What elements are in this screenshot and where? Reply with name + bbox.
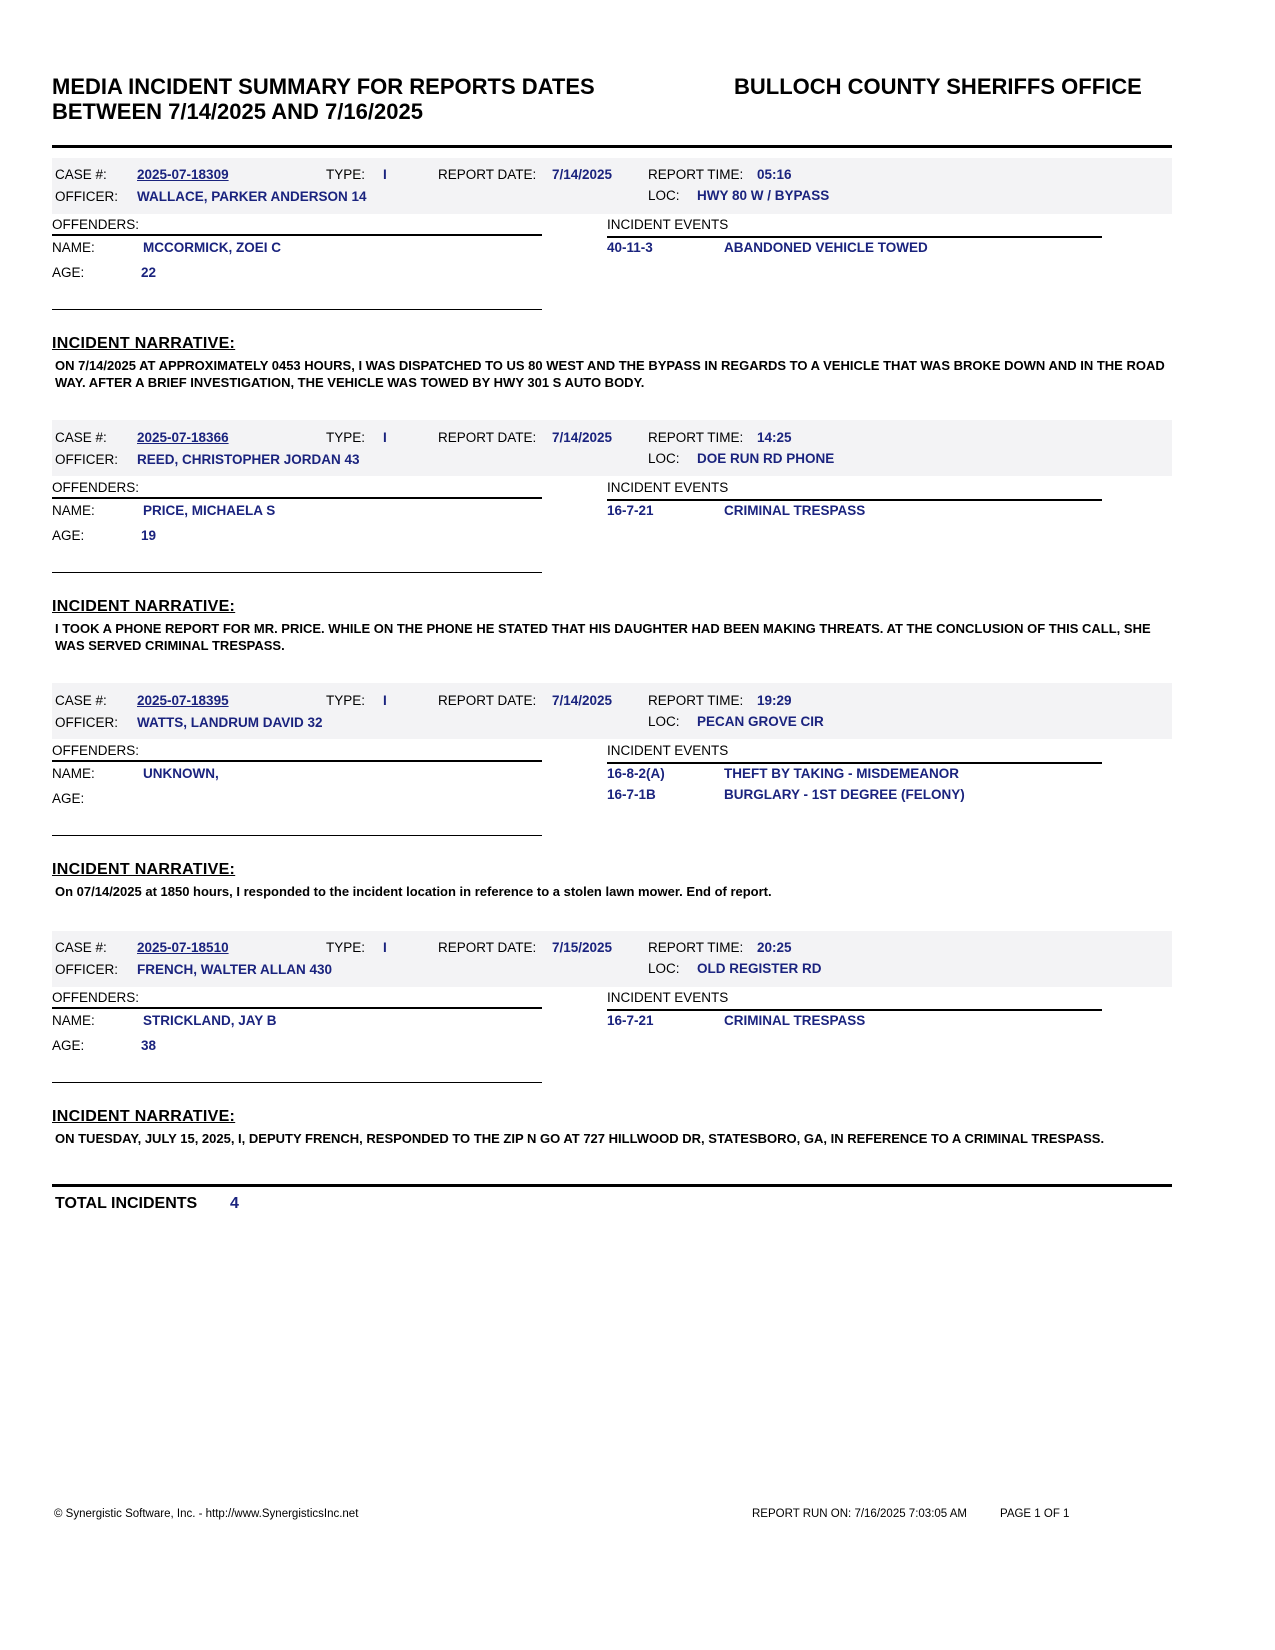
report-time-label: REPORT TIME: xyxy=(648,693,744,708)
footer-run-on: REPORT RUN ON: 7/16/2025 7:03:05 AM xyxy=(752,1508,967,1520)
case-label: CASE #: xyxy=(55,430,107,445)
event-description: CRIMINAL TRESPASS xyxy=(724,503,866,518)
offenders-bottom-rule xyxy=(52,1082,542,1083)
type-value: I xyxy=(383,940,387,955)
incident-events-label: INCIDENT EVENTS xyxy=(607,743,729,758)
type-label: TYPE: xyxy=(326,430,366,445)
narrative-text: ON 7/14/2025 AT APPROXIMATELY 0453 HOURS, I WAS DISPATCHED TO US 80 WEST AND THE BYPASS IN REGARDS TO A VEHICLE THAT WAS BROKE DOWN AND IN THE ROAD WAY. AFTER A BRIEF INVESTIGATION, THE VEHICLE WAS TOWED BY HWY 301 S AUTO BODY. xyxy=(55,358,1165,390)
event-description: CRIMINAL TRESPASS xyxy=(724,1013,866,1028)
type-label: TYPE: xyxy=(326,940,366,955)
narrative-text: On 07/14/2025 at 1850 hours, I responded to the incident location in reference to a stolen lawn mower. End of report. xyxy=(55,884,772,899)
totals-divider xyxy=(52,1184,1172,1187)
footer-page-number: PAGE 1 OF 1 xyxy=(1000,1508,1070,1520)
case-label: CASE #: xyxy=(55,167,107,182)
offenders-rule xyxy=(52,497,542,499)
case-number-link[interactable]: 2025-07-18309 xyxy=(137,167,229,182)
event-code: 16-8-2(A) xyxy=(607,766,665,781)
case-label: CASE #: xyxy=(55,693,107,708)
report-time-value: 19:29 xyxy=(757,693,792,708)
officer-label: OFFICER: xyxy=(55,189,118,204)
name-label: NAME: xyxy=(52,503,95,518)
officer-label: OFFICER: xyxy=(55,715,118,730)
event-description: THEFT BY TAKING - MISDEMEANOR xyxy=(724,766,959,781)
offender-age: 19 xyxy=(141,528,157,543)
officer-label: OFFICER: xyxy=(55,452,118,467)
case-label: CASE #: xyxy=(55,940,107,955)
events-rule xyxy=(607,1009,1102,1011)
case-number-link[interactable]: 2025-07-18395 xyxy=(137,693,229,708)
offenders-label: OFFENDERS: xyxy=(52,990,140,1005)
offenders-rule xyxy=(52,760,542,762)
report-time-label: REPORT TIME: xyxy=(648,167,744,182)
case-header-band xyxy=(52,420,1172,476)
type-value: I xyxy=(383,430,387,445)
offender-name: STRICKLAND, JAY B xyxy=(143,1013,277,1028)
offenders-bottom-rule xyxy=(52,572,542,573)
report-time-value: 20:25 xyxy=(757,940,792,955)
offender-name: MCCORMICK, ZOEI C xyxy=(143,240,281,255)
loc-label: LOC: xyxy=(648,714,680,729)
report-title-line2: BETWEEN 7/14/2025 AND 7/16/2025 xyxy=(52,99,423,124)
events-rule xyxy=(607,762,1102,764)
event-description: BURGLARY - 1ST DEGREE (FELONY) xyxy=(724,787,965,802)
offenders-label: OFFENDERS: xyxy=(52,480,140,495)
events-rule xyxy=(607,499,1102,501)
type-value: I xyxy=(383,693,387,708)
age-label: AGE: xyxy=(52,528,85,543)
type-label: TYPE: xyxy=(326,693,366,708)
offenders-rule xyxy=(52,1007,542,1009)
loc-label: LOC: xyxy=(648,451,680,466)
case-number-link[interactable]: 2025-07-18366 xyxy=(137,430,229,445)
events-rule xyxy=(607,236,1102,238)
offenders-bottom-rule xyxy=(52,835,542,836)
loc-value: HWY 80 W / BYPASS xyxy=(697,188,830,203)
officer-value: WALLACE, PARKER ANDERSON 14 xyxy=(137,189,367,204)
offender-name: PRICE, MICHAELA S xyxy=(143,503,276,518)
offender-age: 22 xyxy=(141,265,157,280)
loc-label: LOC: xyxy=(648,188,680,203)
narrative-heading: INCIDENT NARRATIVE: xyxy=(52,861,236,878)
report-date-value: 7/14/2025 xyxy=(552,167,613,182)
age-label: AGE: xyxy=(52,791,85,806)
event-code: 16-7-21 xyxy=(607,1013,654,1028)
narrative-heading: INCIDENT NARRATIVE: xyxy=(52,598,236,615)
event-description: ABANDONED VEHICLE TOWED xyxy=(724,240,928,255)
report-time-value: 14:25 xyxy=(757,430,792,445)
narrative-text: ON TUESDAY, JULY 15, 2025, I, DEPUTY FRENCH, RESPONDED TO THE ZIP N GO AT 727 HILLWOOD DR, STATESBORO, GA, IN REFERENCE TO A CRIMINAL TRESPASS. xyxy=(55,1131,1105,1146)
report-title-line1: MEDIA INCIDENT SUMMARY FOR REPORTS DATES xyxy=(52,74,595,99)
report-date-label: REPORT DATE: xyxy=(438,167,537,182)
offender-age: 38 xyxy=(141,1038,157,1053)
total-incidents-count: 4 xyxy=(230,1195,239,1212)
footer-copyright: © Synergistic Software, Inc. - http://www.SynergisticsInc.net xyxy=(54,1508,359,1520)
case-number-link[interactable]: 2025-07-18510 xyxy=(137,940,229,955)
age-label: AGE: xyxy=(52,265,85,280)
loc-value: PECAN GROVE CIR xyxy=(697,714,824,729)
offenders-rule xyxy=(52,234,542,236)
report-date-value: 7/14/2025 xyxy=(552,693,613,708)
event-code: 40-11-3 xyxy=(607,240,653,255)
loc-value: DOE RUN RD PHONE xyxy=(697,451,835,466)
header-divider xyxy=(52,145,1172,148)
incident-events-label: INCIDENT EVENTS xyxy=(607,217,729,232)
officer-value: WATTS, LANDRUM DAVID 32 xyxy=(137,715,323,730)
officer-value: FRENCH, WALTER ALLAN 430 xyxy=(137,962,333,977)
report-date-value: 7/14/2025 xyxy=(552,430,613,445)
narrative-heading: INCIDENT NARRATIVE: xyxy=(52,1108,236,1125)
event-code: 16-7-21 xyxy=(607,503,654,518)
name-label: NAME: xyxy=(52,766,95,781)
type-value: I xyxy=(383,167,387,182)
report-date-value: 7/15/2025 xyxy=(552,940,613,955)
offenders-label: OFFENDERS: xyxy=(52,217,140,232)
event-code: 16-7-1B xyxy=(607,787,656,802)
offender-name: UNKNOWN, xyxy=(143,766,219,781)
loc-value: OLD REGISTER RD xyxy=(697,961,822,976)
narrative-text: I TOOK A PHONE REPORT FOR MR. PRICE. WHILE ON THE PHONE HE STATED THAT HIS DAUGHTER HAD BEEN MAKING THREATS. AT THE CONCLUSION OF THIS CALL, SHE WAS SERVED CRIMINAL TRESPASS. xyxy=(55,621,1151,653)
loc-label: LOC: xyxy=(648,961,680,976)
name-label: NAME: xyxy=(52,240,95,255)
type-label: TYPE: xyxy=(326,167,366,182)
agency-name: BULLOCH COUNTY SHERIFFS OFFICE xyxy=(734,74,1142,99)
case-header-band xyxy=(52,683,1172,739)
narrative-heading: INCIDENT NARRATIVE: xyxy=(52,335,236,352)
incident-events-label: INCIDENT EVENTS xyxy=(607,480,729,495)
report-date-label: REPORT DATE: xyxy=(438,430,537,445)
report-time-value: 05:16 xyxy=(757,167,792,182)
report-time-label: REPORT TIME: xyxy=(648,430,744,445)
total-incidents-label: TOTAL INCIDENTS xyxy=(55,1195,198,1212)
report-date-label: REPORT DATE: xyxy=(438,693,537,708)
officer-label: OFFICER: xyxy=(55,962,118,977)
name-label: NAME: xyxy=(52,1013,95,1028)
report-date-label: REPORT DATE: xyxy=(438,940,537,955)
offenders-bottom-rule xyxy=(52,309,542,310)
incident-events-label: INCIDENT EVENTS xyxy=(607,990,729,1005)
report-time-label: REPORT TIME: xyxy=(648,940,744,955)
offenders-label: OFFENDERS: xyxy=(52,743,140,758)
officer-value: REED, CHRISTOPHER JORDAN 43 xyxy=(137,452,360,467)
age-label: AGE: xyxy=(52,1038,85,1053)
